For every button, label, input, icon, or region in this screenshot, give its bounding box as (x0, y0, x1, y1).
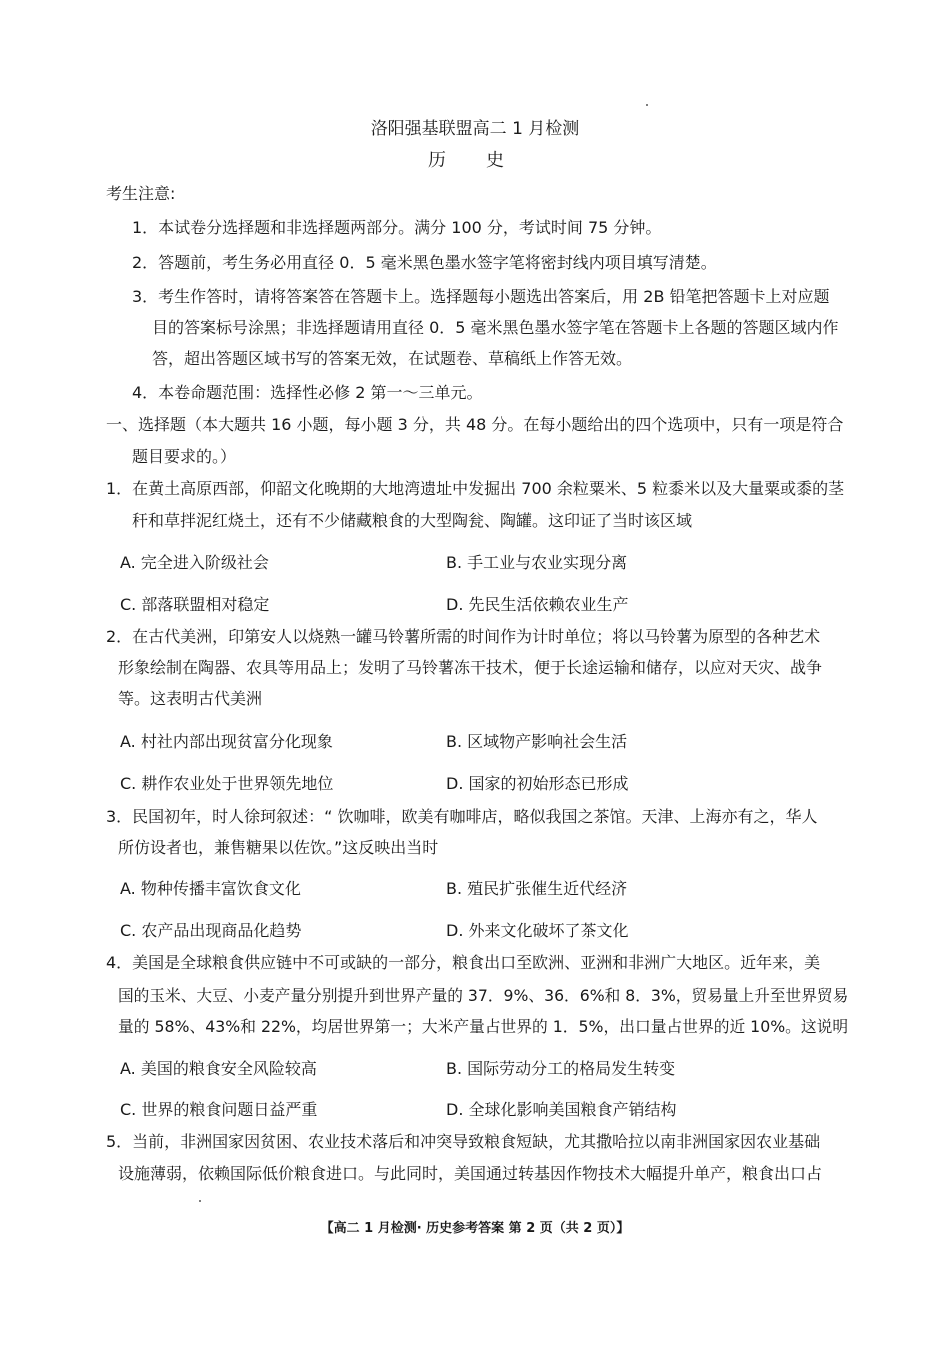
question-3-option-d: D. 外来文化破坏了茶文化 (446, 921, 629, 940)
question-2-text: 形象绘制在陶器、农具等用品上；发明了马铃薯冻干技术，便于长途运输和储存，以应对天灾、战争 (118, 658, 823, 677)
notice-item: 4．本卷命题范围：选择性必修 2 第一～三单元。 (132, 383, 483, 402)
question-3-option-b: B. 殖民扩张催生近代经济 (446, 879, 628, 898)
question-3-option-c: C. 农产品出现商品化趋势 (120, 921, 302, 940)
page-footer: 【高二 1 月检测· 历史参考答案 第 2 页（共 2 页）】 (320, 1221, 630, 1236)
question-5-text: 设施薄弱，依赖国际低价粮食进口。与此同时，美国通过转基因作物技术大幅提升单产，粮食出口占 (118, 1164, 823, 1183)
question-3-text: 所仿设者也，兼售糖果以佐饮。”这反映出当时 (118, 838, 439, 857)
scan-dot (199, 1200, 201, 1202)
question-4-option-c: C. 世界的粮食问题日益严重 (120, 1100, 318, 1119)
question-4-option-d: D. 全球化影响美国粮食产销结构 (446, 1100, 677, 1119)
exam-title: 洛阳强基联盟高二 1 月检测 (370, 119, 580, 139)
question-4-option-b: B. 国际劳动分工的格局发生转变 (446, 1059, 676, 1078)
question-1-option-a: A. 完全进入阶级社会 (120, 553, 269, 572)
question-3-option-a: A. 物种传播丰富饮食文化 (120, 879, 301, 898)
question-2-option-b: B. 区域物产影响社会生活 (446, 732, 628, 751)
section-heading: 一、选择题（本大题共 16 小题，每小题 3 分，共 48 分。在每小题给出的四个选项中，只有一项是符合 (106, 415, 844, 434)
question-2-option-c: C. 耕作农业处于世界领先地位 (120, 774, 334, 793)
question-1-text: 1．在黄土高原西部，仰韶文化晚期的大地湾遗址中发掘出 700 余粒粟米、5 粒黍米以及大量粟或黍的茎 (106, 479, 845, 498)
question-2-text: 等。这表明古代美洲 (118, 689, 263, 708)
question-2-option-d: D. 国家的初始形态已形成 (446, 774, 629, 793)
question-5-text: 5．当前，非洲国家因贫困、农业技术落后和冲突导致粮食短缺，尤其撒哈拉以南非洲国家因农业基础 (106, 1132, 821, 1151)
question-4-option-a: A. 美国的粮食安全风险较高 (120, 1059, 317, 1078)
question-1-option-c: C. 部落联盟相对稳定 (120, 595, 270, 614)
question-4-text: 4．美国是全球粮食供应链中不可或缺的一部分，粮食出口至欧洲、亚洲和非洲广大地区。近年来，美 (106, 953, 821, 972)
question-4-text: 国的玉米、大豆、小麦产量分别提升到世界产量的 37．9%、36．6%和 8．3%，贸易量上升至世界贸易 (118, 986, 849, 1005)
subject-title: 历史 (428, 150, 544, 171)
question-1-option-d: D. 先民生活依赖农业生产 (446, 595, 629, 614)
question-1-option-b: B. 手工业与农业实现分离 (446, 553, 628, 572)
scan-dot (646, 104, 648, 106)
notice-heading: 考生注意: (106, 184, 176, 203)
question-4-text: 量的 58%、43%和 22%，均居世界第一；大米产量占世界的 1．5%，出口量占世界的近 10%。这说明 (118, 1017, 849, 1036)
question-3-text: 3．民国初年，时人徐珂叙述：“ 饮咖啡，欧美有咖啡店，略似我国之茶馆。天津、上海亦有之，华人 (106, 807, 818, 826)
notice-item: 目的答案标号涂黑；非选择题请用直径 0．5 毫米黑色墨水签字笔在答题卡上各题的答题区域内作 (152, 318, 839, 337)
notice-item: 1．本试卷分选择题和非选择题两部分。满分 100 分，考试时间 75 分钟。 (132, 218, 662, 237)
notice-item: 答，超出答题区域书写的答案无效，在试题卷、草稿纸上作答无效。 (152, 349, 633, 368)
notice-item: 2．答题前，考生务必用直径 0．5 毫米黑色墨水签字笔将密封线内项目填写清楚。 (132, 253, 717, 272)
notice-item: 3．考生作答时，请将答案答在答题卡上。选择题每小题选出答案后，用 2B 铅笔把答题卡上对应题 (132, 287, 830, 306)
question-2-text: 2．在古代美洲，印第安人以烧熟一罐马铃薯所需的时间作为计时单位；将以马铃薯为原型的各种艺术 (106, 627, 821, 646)
section-heading-cont: 题目要求的。） (132, 447, 237, 466)
question-1-text: 秆和草拌泥红烧土，还有不少储藏粮食的大型陶瓮、陶罐。这印证了当时该区域 (132, 511, 693, 530)
question-2-option-a: A. 村社内部出现贫富分化现象 (120, 732, 333, 751)
